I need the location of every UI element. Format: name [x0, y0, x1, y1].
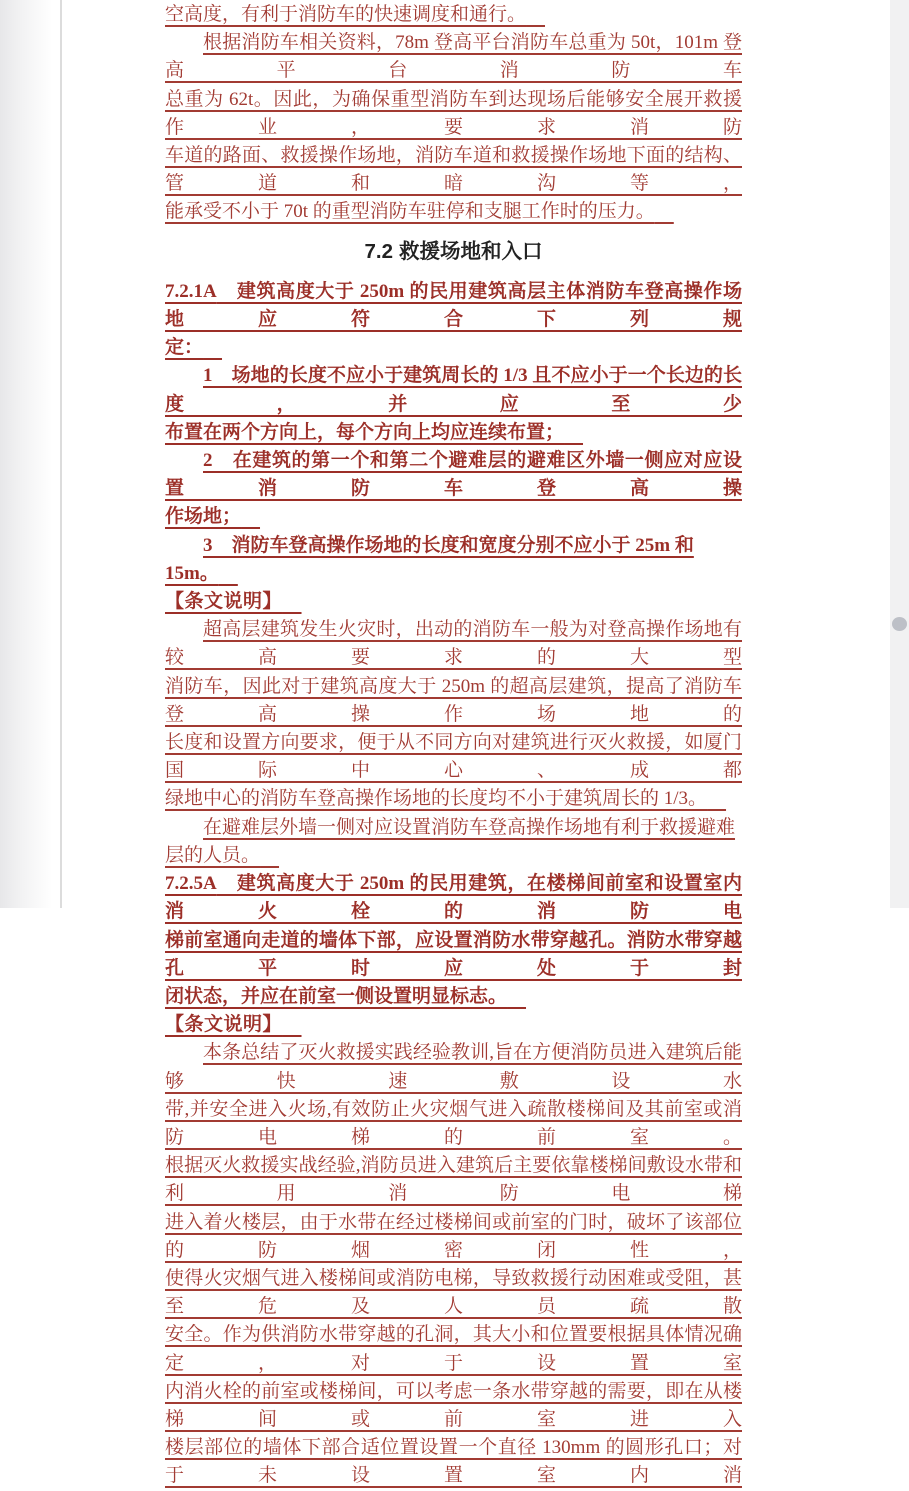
text-line [165, 870, 742, 926]
line-text: 能承受不小于 70t 的重型消防车驻停和支腿工作时的压力。 [165, 201, 655, 223]
text-line [165, 334, 742, 362]
text-line [165, 814, 742, 870]
text-line [165, 1152, 742, 1208]
page-left-shadow [0, 0, 52, 908]
clause-number: 7.2 [364, 239, 393, 263]
text-line [165, 86, 742, 142]
text-line [165, 616, 742, 672]
line-text: 空高度，有利于消防车的快速调度和通行。 [165, 4, 527, 25]
clause-number: 7.2.1A [165, 280, 217, 302]
line-text: 本条总结了灭火救援实践经验教训,旨在方便消防员进入建筑后能够快速敷设水 [165, 1042, 742, 1092]
line-text: 消防车登高操作场地的长度和宽度分别不应小于 25m 和 15m。 [165, 534, 694, 584]
page-edge-line [60, 0, 62, 908]
text-line [165, 1096, 742, 1152]
text-line [165, 362, 742, 418]
text-line [165, 532, 742, 588]
commentary-label [165, 588, 742, 616]
line-text: 布置在两个方向上，每个方向上均应连续布置； [165, 421, 565, 443]
clause-number: 1 [203, 365, 213, 387]
text-line [165, 785, 742, 813]
text-line [165, 278, 742, 334]
line-text: 消防车，因此对于建筑高度大于 250m 的超高层建筑，提高了消防车登高操作场地的 [165, 675, 742, 725]
line-text: 在建筑的第一个和第二个避难层的避难区外墙一侧应对应设置消防车登高操 [165, 450, 742, 500]
line-text: 闭状态，并应在前室一侧设置明显标志。 [165, 985, 508, 1007]
line-text: 建筑高度大于 250m 的民用建筑高层主体消防车登高操作场地应符合下列规 [165, 280, 742, 331]
line-text: 根据消防车相关资料，78m 登高平台消防车总重为 50t，101m 登高平台消防车 [165, 32, 742, 82]
text-line [165, 1378, 742, 1434]
line-text: 作场地； [165, 506, 242, 528]
clause-number: 2 [203, 450, 213, 472]
text-line [165, 1265, 742, 1321]
text-line [165, 1, 742, 29]
line-text: 带,并安全进入火场,有效防止火灾烟气进入疏散楼梯间及其前室或消防电梯的前室。 [165, 1098, 742, 1148]
text-line [165, 1209, 742, 1265]
line-text: 楼层部位的墙体下部合适位置设置一个直径 130mm 的圆形孔口；对于未设置室内消 [165, 1437, 742, 1487]
commentary-label [165, 1011, 742, 1039]
section-heading [165, 238, 742, 266]
text-line [165, 1434, 742, 1490]
text-line [165, 927, 742, 983]
text-line [165, 1321, 742, 1377]
text-column [165, 1, 742, 1491]
text-line [165, 1039, 742, 1095]
line-text: 根据灭火救援实战经验,消防员进入建筑后主要依靠楼梯间敷设水带和利用消防电梯 [165, 1155, 742, 1205]
line-text: 内消火栓的前室或楼梯间，可以考虑一条水带穿越的需要，即在从楼梯间或前室进入 [165, 1380, 742, 1430]
line-text: 救援场地和入口 [399, 239, 543, 263]
text-line [165, 503, 742, 531]
text-line [165, 729, 742, 785]
line-text: 安全。作为供消防水带穿越的孔洞，其大小和位置要根据具体情况确定，对于设置室 [165, 1324, 742, 1374]
clause-number: 7.2.5A [165, 873, 217, 895]
line-text: 绿地中心的消防车登高操作场地的长度均不小于建筑周长的 1/3。 [165, 788, 708, 810]
text-line [165, 983, 742, 1011]
document-page [165, 1, 742, 1491]
line-text: 使得火灾烟气进入楼梯间或消防电梯，导致救援行动困难或受阻，甚至危及人员疏散 [165, 1267, 742, 1318]
line-text: 在避难层外墙一侧对应设置消防车登高操作场地有利于救援避难层的人员。 [165, 816, 736, 866]
line-text: 长度和设置方向要求，便于从不同方向对建筑进行灭火救援，如厦门国际中心、成都 [165, 732, 742, 782]
line-text: 场地的长度不应小于建筑周长的 1/3 且不应小于一个长边的长度，并应至少 [165, 365, 742, 415]
text-line [165, 673, 742, 729]
line-text: 超高层建筑发生火灾时，出动的消防车一般为对登高操作场地有较高要求的大型 [165, 619, 742, 669]
line-text: 进入着火楼层，由于水带在经过楼梯间或前室的门时，破坏了该部位的防烟密闭性， [165, 1211, 742, 1261]
text-line [165, 142, 742, 198]
text-line [165, 419, 742, 447]
line-text: 总重为 62t。因此，为确保重型消防车到达现场后能够安全展开救援作业，要求消防 [165, 88, 742, 138]
text-line [165, 198, 742, 226]
line-text: 定： [165, 337, 204, 359]
text-line [165, 447, 742, 503]
scrollbar-track[interactable] [890, 0, 909, 908]
line-text: 梯前室通向走道的墙体下部，应设置消防水带穿越孔。消防水带穿越孔平时应处于封 [165, 929, 742, 979]
line-text: 车道的路面、救援操作场地，消防车道和救援操作场地下面的结构、管道和暗沟等， [165, 145, 742, 195]
text-line [165, 29, 742, 85]
line-text: 【条文说明】 [165, 1014, 283, 1036]
line-text: 建筑高度大于 250m 的民用建筑，在楼梯间前室和设置室内消火栓的消防电 [165, 873, 742, 923]
line-text: 【条文说明】 [165, 591, 283, 613]
scrollbar-thumb[interactable] [892, 617, 907, 631]
clause-number: 3 [203, 534, 213, 556]
